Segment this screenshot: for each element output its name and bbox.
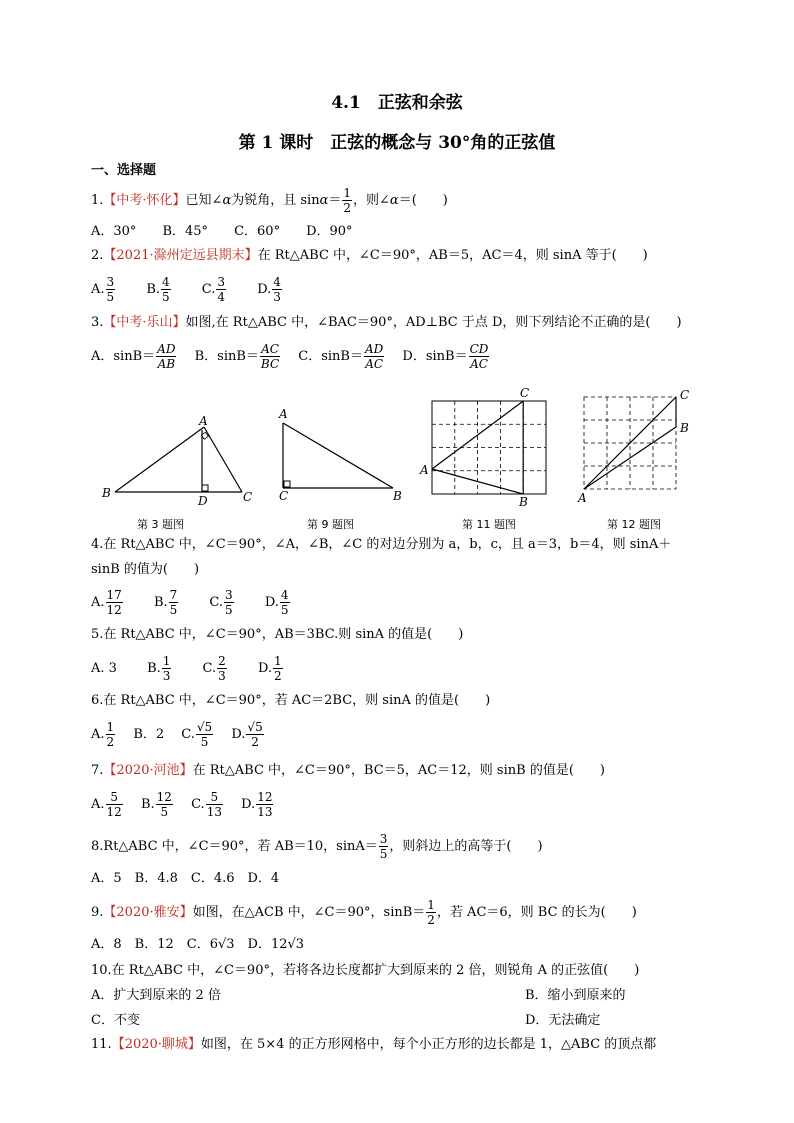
fig3-label-d: D: [198, 494, 208, 508]
figure-9: [275, 408, 410, 508]
section-heading: 一、选择题: [91, 163, 157, 178]
question-5-options: A. 3 B. $\frac{1}{3}$ C. $\frac{2}{3}$ D. $\frac{1}{2}$: [91, 654, 282, 683]
question-4-options: A. $\frac{17}{12}$ B. $\frac{7}{5}$ C. $\frac{3}{5}$ D. $\frac{4}{5}$: [91, 588, 289, 617]
fig12-label-c: C: [680, 388, 690, 402]
question-9: 9.【2020·雅安】如图，在△ACB 中，∠C＝90°，sinB＝ $\frac{1}{2}$ ，若 AC＝6，则 BC 的长为( ): [91, 898, 637, 927]
caption-fig12: 第 12 题图: [607, 518, 661, 531]
question-3-options: A．sinB＝ $\frac{AD}{AB}$ B．sinB＝ $\frac{AC}{BC}$ C．sinB＝ $\frac{AD}{AC}$ D．sinB＝ $\frac{CD}{AC}$: [91, 342, 489, 371]
question-10: 10.在 Rt△ABC 中，∠C＝90°，若将各边长度都扩大到原来的 2 倍，则锐角 A 的正弦值( ): [91, 963, 640, 978]
question-7: 7.【2020·河池】在 Rt△ABC 中，∠C＝90°，BC＝5，AC＝12，则 sinB 的值是( ): [91, 763, 605, 778]
fig11-label-a: A: [420, 463, 429, 477]
question-1-options: A．30° B．45° C．60° D．90°: [91, 224, 353, 239]
figure-11: [418, 388, 558, 510]
question-8-options: A．5 B．4.8 C．4.6 D．4: [91, 871, 280, 886]
page-subtitle: 第 1 课时 正弦的概念与 30°角的正弦值: [238, 133, 556, 153]
fig11-grid: [432, 401, 546, 494]
question-7-options: A. $\frac{5}{12}$ B. $\frac{12}{5}$ C. $\frac{5}{13}$ D. $\frac{12}{13}$: [91, 790, 273, 819]
question-8: 8.Rt△ABC 中，∠C＝90°，若 AB＝10，sinA＝ $\frac{3}{5}$ ，则斜边上的高等于( ): [91, 832, 543, 861]
fig12-label-a: A: [578, 491, 587, 505]
question-1: 1.【中考·怀化】已知∠α为锐角，且 sinα＝ $\frac{1}{2}$ ，则∠α＝( ): [91, 186, 448, 215]
caption-fig3: 第 3 题图: [137, 518, 184, 531]
question-4-line2: sinB 的值为( ): [91, 562, 200, 577]
fig9-label-a: A: [279, 407, 288, 421]
fig12-label-b: B: [680, 421, 689, 435]
question-10-option-b: B．缩小到原来的: [525, 988, 626, 1003]
fig11-label-b: B: [519, 495, 528, 509]
question-3: 3.【中考·乐山】如图,在 Rt△ABC 中，∠BAC＝90°，AD⊥BC 于点 D，则下列结论不正确的是( ): [91, 315, 682, 330]
caption-fig9: 第 9 题图: [307, 518, 354, 531]
fig3-label-c: C: [243, 490, 253, 504]
fig3-label-b: B: [102, 486, 111, 500]
question-2-options: A. $\frac{3}{5}$ B. $\frac{4}{5}$ C. $\frac{3}{4}$ D. $\frac{4}{3}$: [91, 275, 281, 304]
fig9-label-c: C: [279, 489, 289, 503]
fig9-label-b: B: [393, 489, 402, 503]
question-10-option-d: D．无法确定: [525, 1013, 601, 1028]
question-5: 5.在 Rt△ABC 中，∠C＝90°，AB＝3BC.则 sinA 的值是( ): [91, 627, 464, 642]
page-title: 4.1 正弦和余弦: [331, 93, 463, 113]
question-4-line1: 4.在 Rt△ABC 中，∠C＝90°，∠A，∠B，∠C 的对边分别为 a，b，c，且 a＝3，b＝4，则 sinA＋: [91, 537, 672, 552]
question-10-option-c: C．不变: [91, 1013, 140, 1028]
fig3-label-a: A: [199, 414, 208, 428]
question-11: 11.【2020·聊城】如图，在 5×4 的正方形网格中，每个小正方形的边长都是 1，△ABC 的顶点都: [91, 1037, 657, 1052]
question-6-options: A. $\frac{1}{2}$ B．2 C. $\frac{√5}{5}$ D. $\frac{√5}{2}$: [91, 720, 263, 749]
figure-12: [572, 388, 702, 510]
question-9-options: A．8 B．12 C．6√3 D．12√3: [91, 937, 305, 952]
caption-fig11: 第 11 题图: [462, 518, 516, 531]
question-6: 6.在 Rt△ABC 中，∠C＝90°，若 AC＝2BC，则 sinA 的值是( ): [91, 693, 491, 708]
fig11-label-c: C: [520, 386, 530, 400]
figure-3: [100, 415, 260, 510]
question-2: 2.【2021·滁州定远县期末】在 Rt△ABC 中，∠C＝90°，AB＝5，AC＝4，则 sinA 等于( ): [91, 248, 648, 263]
question-10-option-a: A．扩大到原来的 2 倍: [91, 988, 221, 1003]
